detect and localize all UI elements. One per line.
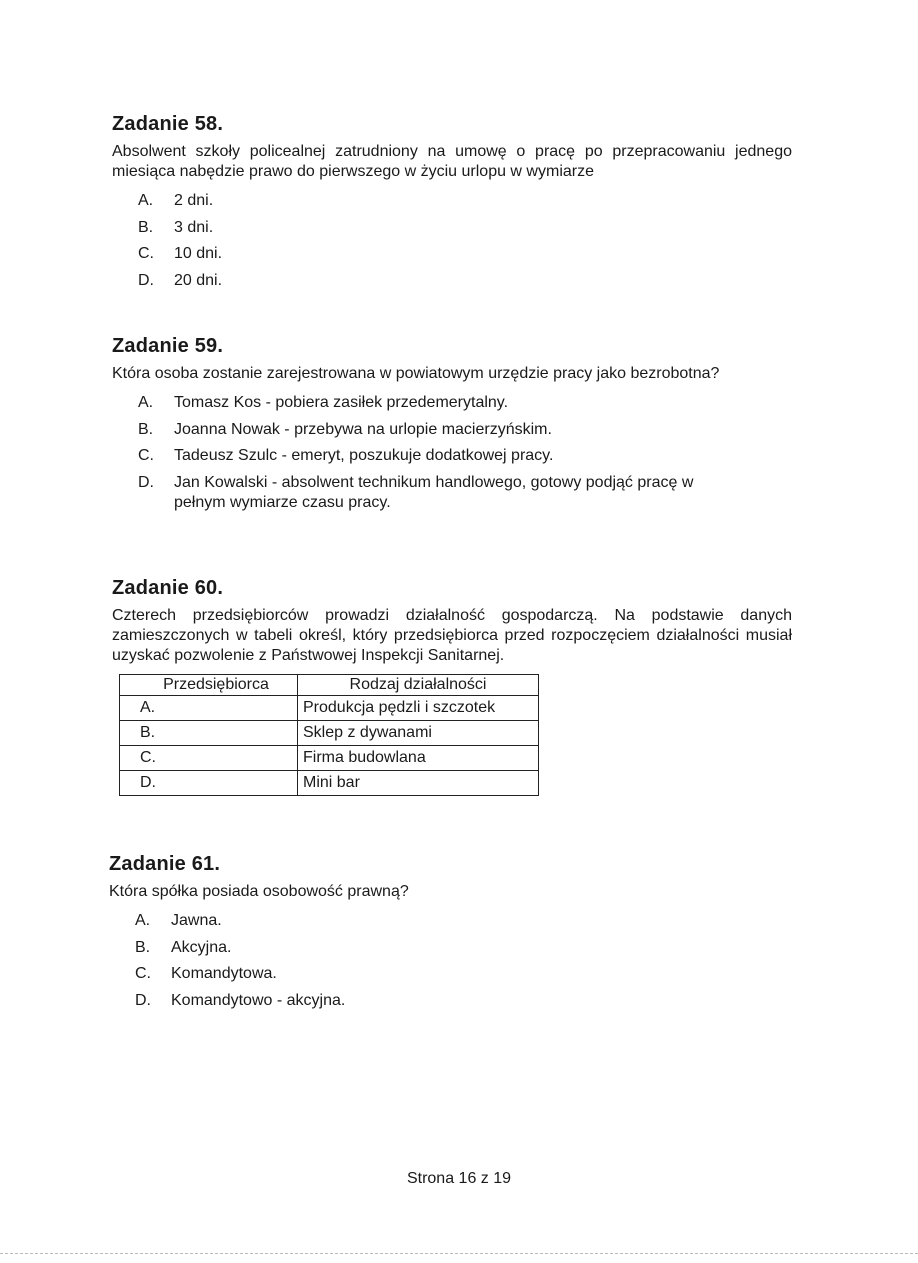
column-header-activity: Rodzaj działalności (298, 675, 539, 696)
answer-options (112, 188, 792, 294)
option-letter: A. (138, 192, 154, 209)
table-row (120, 721, 539, 746)
option-text: Tomasz Kos - pobiera zasiłek przedemerytalny. (174, 394, 509, 411)
option-letter: D. (138, 473, 154, 491)
table-row (120, 771, 539, 796)
scan-artifact-line (0, 1253, 918, 1255)
answer-option-b[interactable] (112, 417, 792, 444)
option-text: 10 dni. (174, 245, 223, 262)
task-question: Czterech przedsiębiorców prowadzi działalność gospodarczą. Na podstawie danych zamieszczonych w tabeli określ, który przedsiębiorca przed rozpoczęciem działalności musiał uzyskać pozwolenie z Państwowej Inspekcji Sanitarnej. (112, 607, 792, 664)
answer-option-a[interactable] (109, 908, 789, 935)
answer-options (109, 908, 789, 1014)
option-letter: D. (138, 271, 154, 289)
option-letter: C. (135, 965, 151, 982)
table-cell-entrepreneur: C. (120, 746, 298, 771)
option-letter: B. (135, 938, 151, 956)
answer-options (112, 390, 792, 513)
option-text: Joanna Nowak - przebywa na urlopie macierzyńskim. (174, 420, 552, 438)
table-cell-activity: Produkcja pędzli i szczotek (298, 696, 539, 721)
option-letter: C. (138, 245, 154, 262)
page-number: Strona 16 z 19 (406, 1170, 512, 1187)
task-question: Absolwent szkoły policealnej zatrudniony na umowę o pracę po przepracowaniu jednego miesiąca nabędzie prawo do pierwszego w życiu urlopu w wymiarze (112, 143, 792, 180)
answer-option-b[interactable] (112, 215, 792, 242)
task-question: Która osoba zostanie zarejestrowana w powiatowym urzędzie pracy jako bezrobotna? (112, 365, 720, 382)
table-row (120, 696, 539, 721)
answer-option-c[interactable] (112, 443, 792, 470)
task-title: Zadanie 59. (112, 335, 224, 357)
option-text: Jawna. (171, 912, 222, 929)
task-60 (112, 577, 792, 796)
answer-option-d[interactable] (112, 268, 792, 295)
task-61 (109, 853, 789, 1014)
table-cell-entrepreneur: B. (120, 721, 298, 746)
option-text: 3 dni. (174, 218, 214, 236)
table-cell-activity: Sklep z dywanami (298, 721, 539, 746)
option-text: Tadeusz Szulc - emeryt, poszukuje dodatkowej pracy. (174, 447, 554, 464)
option-text: 2 dni. (174, 192, 214, 209)
option-text: Akcyjna. (171, 938, 232, 956)
option-letter: C. (138, 447, 154, 464)
task-title: Zadanie 60. (112, 577, 224, 599)
option-text: Komandytowa. (171, 965, 277, 982)
column-header-entrepreneur: Przedsiębiorca (120, 675, 298, 696)
answer-option-c[interactable] (109, 961, 789, 988)
table-header-row (120, 675, 539, 696)
table-cell-entrepreneur: D. (120, 771, 298, 796)
option-text: Komandytowo - akcyjna. (171, 991, 346, 1009)
option-letter: A. (135, 912, 151, 929)
task-title: Zadanie 61. (109, 853, 221, 875)
answer-option-c[interactable] (112, 241, 792, 268)
table-cell-entrepreneur: A. (120, 696, 298, 721)
table-cell-activity: Mini bar (298, 771, 539, 796)
table-row (120, 746, 539, 771)
option-text: Jan Kowalski - absolwent technikum handlowego, gotowy podjąć pracę w pełnym wymiarze czasu pracy. (174, 473, 694, 511)
table-cell-activity: Firma budowlana (298, 746, 539, 771)
option-letter: B. (138, 218, 154, 236)
task-question: Która spółka posiada osobowość prawną? (109, 883, 409, 900)
business-table (119, 674, 539, 796)
task-title: Zadanie 58. (112, 113, 224, 135)
answer-option-d[interactable] (109, 988, 789, 1015)
answer-option-a[interactable] (112, 390, 792, 417)
answer-option-a[interactable] (112, 188, 792, 215)
answer-option-b[interactable] (109, 935, 789, 962)
option-letter: A. (138, 394, 154, 411)
task-59 (112, 335, 792, 513)
option-text: 20 dni. (174, 271, 223, 289)
answer-option-d[interactable] (112, 470, 792, 513)
option-letter: D. (135, 991, 151, 1009)
task-58 (112, 113, 792, 294)
option-letter: B. (138, 420, 154, 438)
